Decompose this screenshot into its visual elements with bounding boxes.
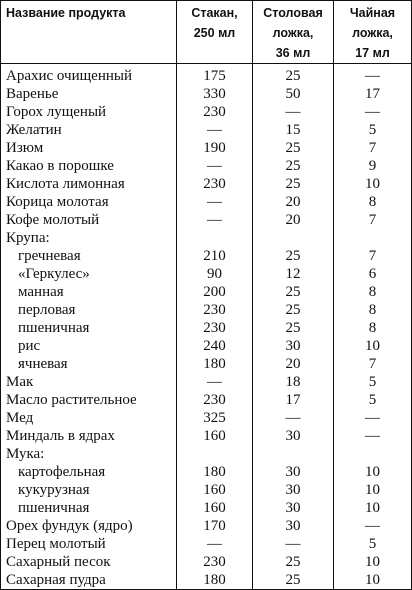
teaspoon-value-cell: — [334, 64, 412, 86]
product-name-cell: кукурузная [1, 481, 177, 499]
tablespoon-value-cell: — [253, 103, 334, 121]
teaspoon-value-cell: 8 [334, 193, 412, 211]
teaspoon-value-cell: 7 [334, 355, 412, 373]
table-row [1, 373, 412, 391]
tablespoon-value-cell: 25 [253, 64, 334, 86]
product-name-cell: Какао в порошке [1, 157, 177, 175]
glass-value-cell: 230 [177, 319, 253, 337]
teaspoon-value-cell: 10 [334, 463, 412, 481]
table-body [1, 64, 412, 590]
table-row [1, 103, 412, 121]
tablespoon-value-cell: 25 [253, 157, 334, 175]
table-row [1, 427, 412, 445]
glass-value-cell: 170 [177, 517, 253, 535]
product-name-cell: «Геркулес» [1, 265, 177, 283]
glass-value-cell: 230 [177, 391, 253, 409]
table-row [1, 157, 412, 175]
teaspoon-value-cell: 5 [334, 373, 412, 391]
product-name-cell: Арахис очищенный [1, 64, 177, 86]
header-teaspoon: Чайная ложка, 17 мл [334, 1, 412, 64]
table-row [1, 64, 412, 86]
glass-value-cell: 210 [177, 247, 253, 265]
glass-value-cell [177, 445, 253, 463]
table-row [1, 301, 412, 319]
table-row [1, 139, 412, 157]
teaspoon-value-cell: 8 [334, 283, 412, 301]
tablespoon-value-cell: 25 [253, 247, 334, 265]
tablespoon-value-cell: 18 [253, 373, 334, 391]
glass-value-cell: 160 [177, 481, 253, 499]
teaspoon-value-cell [334, 445, 412, 463]
header-glass: Стакан, 250 мл [177, 1, 253, 64]
teaspoon-value-cell: 10 [334, 499, 412, 517]
table-header [1, 1, 412, 64]
tablespoon-value-cell: 25 [253, 553, 334, 571]
header-tablespoon: Столовая ложка, 36 мл [253, 1, 334, 64]
product-name-cell: картофельная [1, 463, 177, 481]
product-name-cell: манная [1, 283, 177, 301]
table-row [1, 211, 412, 229]
tablespoon-value-cell: 30 [253, 463, 334, 481]
product-name-cell: Изюм [1, 139, 177, 157]
glass-value-cell: 230 [177, 553, 253, 571]
tablespoon-value-cell: 30 [253, 499, 334, 517]
tablespoon-value-cell: 50 [253, 85, 334, 103]
product-name-cell: Кофе молотый [1, 211, 177, 229]
glass-value-cell: 180 [177, 355, 253, 373]
product-name-cell: пшеничная [1, 319, 177, 337]
tablespoon-value-cell: 20 [253, 193, 334, 211]
tablespoon-value-cell: 25 [253, 319, 334, 337]
product-name-cell: Мак [1, 373, 177, 391]
tablespoon-value-cell: 25 [253, 301, 334, 319]
glass-value-cell: 330 [177, 85, 253, 103]
glass-value-cell: — [177, 211, 253, 229]
teaspoon-value-cell: — [334, 427, 412, 445]
teaspoon-value-cell: — [334, 103, 412, 121]
teaspoon-value-cell: 7 [334, 139, 412, 157]
table-row [1, 247, 412, 265]
table-row [1, 499, 412, 517]
tablespoon-value-cell: — [253, 409, 334, 427]
teaspoon-value-cell: — [334, 409, 412, 427]
product-name-cell: Корица молотая [1, 193, 177, 211]
glass-value-cell: — [177, 121, 253, 139]
table-row [1, 121, 412, 139]
glass-value-cell: 240 [177, 337, 253, 355]
product-name-cell: пшеничная [1, 499, 177, 517]
tablespoon-value-cell: 25 [253, 175, 334, 193]
teaspoon-value-cell: 17 [334, 85, 412, 103]
table-row [1, 481, 412, 499]
product-name-cell: Горох лущеный [1, 103, 177, 121]
glass-value-cell: 230 [177, 103, 253, 121]
glass-value-cell: 230 [177, 175, 253, 193]
teaspoon-value-cell: 8 [334, 301, 412, 319]
glass-value-cell: 230 [177, 301, 253, 319]
tablespoon-value-cell: 30 [253, 517, 334, 535]
header-row [1, 1, 412, 64]
table-row [1, 193, 412, 211]
product-name-cell: Сахарная пудра [1, 571, 177, 590]
teaspoon-value-cell: 9 [334, 157, 412, 175]
tablespoon-value-cell: 25 [253, 283, 334, 301]
tablespoon-value-cell [253, 229, 334, 247]
teaspoon-value-cell: 6 [334, 265, 412, 283]
table-row [1, 409, 412, 427]
teaspoon-value-cell [334, 229, 412, 247]
header-product-name: Название продукта [1, 1, 177, 64]
tablespoon-value-cell: 17 [253, 391, 334, 409]
product-name-cell: перловая [1, 301, 177, 319]
product-name-cell: Миндаль в ядрах [1, 427, 177, 445]
glass-value-cell: — [177, 193, 253, 211]
glass-value-cell: — [177, 157, 253, 175]
product-name-cell: Масло растительное [1, 391, 177, 409]
product-name-cell: Мед [1, 409, 177, 427]
product-name-cell: Перец молотый [1, 535, 177, 553]
glass-value-cell: 160 [177, 499, 253, 517]
glass-value-cell [177, 229, 253, 247]
glass-value-cell: 190 [177, 139, 253, 157]
glass-value-cell: — [177, 535, 253, 553]
teaspoon-value-cell: 7 [334, 211, 412, 229]
teaspoon-value-cell: 10 [334, 175, 412, 193]
table-row [1, 319, 412, 337]
glass-value-cell: 180 [177, 463, 253, 481]
glass-value-cell: 200 [177, 283, 253, 301]
teaspoon-value-cell: 10 [334, 571, 412, 590]
teaspoon-value-cell: 10 [334, 553, 412, 571]
glass-value-cell: — [177, 373, 253, 391]
teaspoon-value-cell: 7 [334, 247, 412, 265]
teaspoon-value-cell: 10 [334, 337, 412, 355]
glass-value-cell: 160 [177, 427, 253, 445]
product-name-cell: Орех фундук (ядро) [1, 517, 177, 535]
tablespoon-value-cell: 12 [253, 265, 334, 283]
teaspoon-value-cell: 5 [334, 535, 412, 553]
teaspoon-value-cell: 8 [334, 319, 412, 337]
table-row [1, 391, 412, 409]
product-name-cell: гречневая [1, 247, 177, 265]
table-row [1, 553, 412, 571]
tablespoon-value-cell: 30 [253, 337, 334, 355]
table-row [1, 175, 412, 193]
glass-value-cell: 180 [177, 571, 253, 590]
glass-value-cell: 325 [177, 409, 253, 427]
glass-value-cell: 90 [177, 265, 253, 283]
glass-value-cell: 175 [177, 64, 253, 86]
table-row [1, 571, 412, 590]
teaspoon-value-cell: 10 [334, 481, 412, 499]
tablespoon-value-cell: 30 [253, 427, 334, 445]
teaspoon-value-cell: 5 [334, 391, 412, 409]
tablespoon-value-cell: 20 [253, 355, 334, 373]
tablespoon-value-cell: 30 [253, 481, 334, 499]
tablespoon-value-cell: 25 [253, 571, 334, 590]
table-row [1, 265, 412, 283]
product-name-cell: Мука: [1, 445, 177, 463]
product-name-cell: Желатин [1, 121, 177, 139]
table-row [1, 445, 412, 463]
table-row [1, 517, 412, 535]
product-name-cell: Крупа: [1, 229, 177, 247]
tablespoon-value-cell: — [253, 535, 334, 553]
table-row [1, 229, 412, 247]
table-row [1, 355, 412, 373]
tablespoon-value-cell: 15 [253, 121, 334, 139]
product-name-cell: Варенье [1, 85, 177, 103]
table-row [1, 463, 412, 481]
product-name-cell: Кислота лимонная [1, 175, 177, 193]
product-name-cell: Сахарный песок [1, 553, 177, 571]
product-name-cell: рис [1, 337, 177, 355]
table-row [1, 283, 412, 301]
table-row [1, 85, 412, 103]
tablespoon-value-cell: 20 [253, 211, 334, 229]
product-name-cell: ячневая [1, 355, 177, 373]
tablespoon-value-cell: 25 [253, 139, 334, 157]
table-row [1, 535, 412, 553]
tablespoon-value-cell [253, 445, 334, 463]
table-row [1, 337, 412, 355]
teaspoon-value-cell: — [334, 517, 412, 535]
teaspoon-value-cell: 5 [334, 121, 412, 139]
